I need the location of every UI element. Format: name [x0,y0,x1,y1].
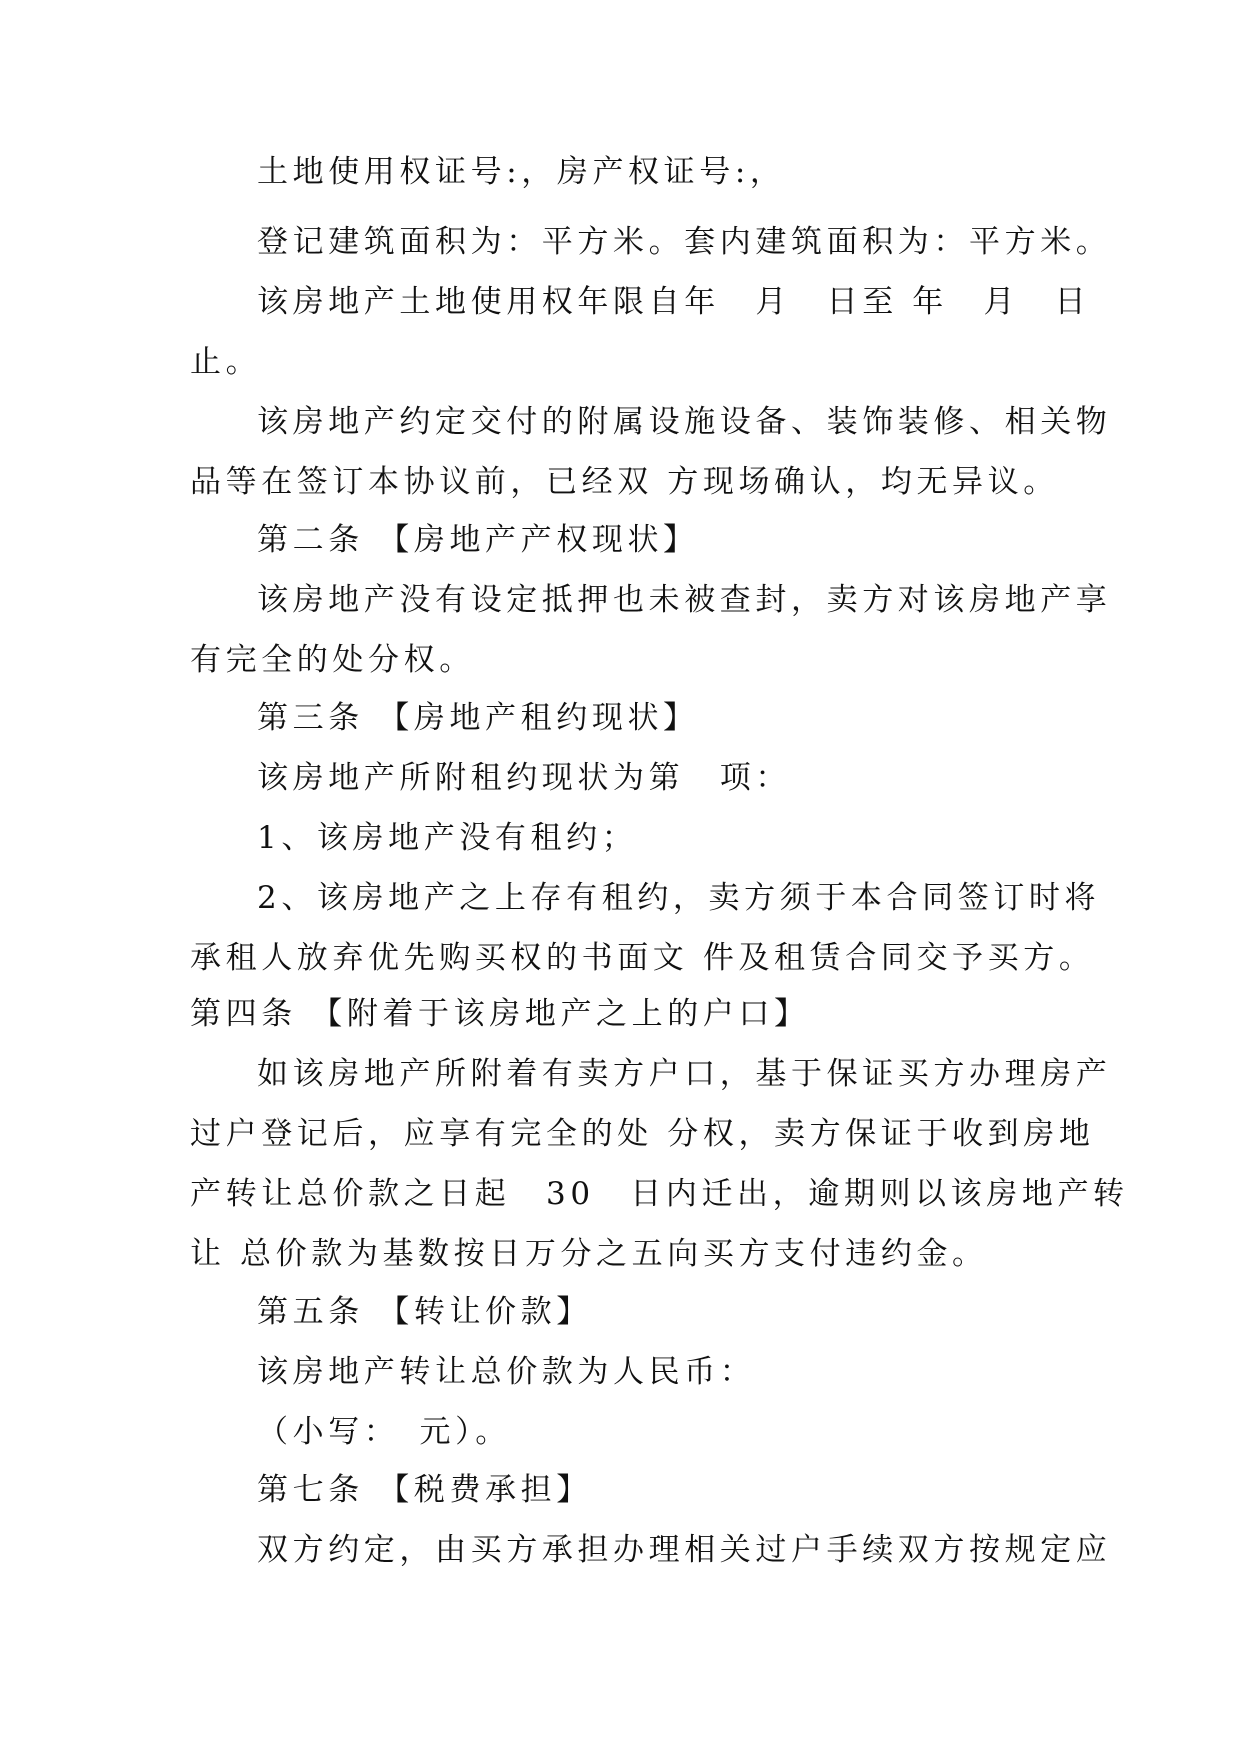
article-5-body: 该房地产转让总价款为人民币： [257,1354,756,1390]
article-3-item-2-line-1: 2、该房地产之上存有租约，卖方须于本合同签订时将 [257,880,1101,916]
article-3-heading: 第三条 【房地产租约现状】 [257,700,699,736]
land-cert-line: 土地使用权证号:，房产权证号:， [257,154,786,190]
article-4-body-2: 过户登记后，应享有完全的处 分权，卖方保证于收到房地 [190,1116,1095,1152]
article-2-body-1: 该房地产没有设定抵押也未被查封，卖方对该房地产享 [257,582,1112,618]
facilities-line-1: 该房地产约定交付的附属设施设备、装饰装修、相关物 [257,404,1112,440]
facilities-line-2: 品等在签订本协议前，已经双 方现场确认，均无异议。 [190,464,1059,500]
article-4-body-4: 让 总价款为基数按日万分之五向买方支付违约金。 [190,1236,988,1272]
article-4-body-1: 如该房地产所附着有卖方户口，基于保证买方办理房产 [257,1056,1112,1092]
article-4-heading: 第四条 【附着于该房地产之上的户口】 [190,996,810,1032]
article-2-body-2: 有完全的处分权。 [190,642,475,678]
article-3-item-2-line-2: 承租人放弃优先购买权的书面文 件及租赁合同交予买方。 [190,940,1095,976]
article-3-body: 该房地产所附租约现状为第 项： [257,760,791,796]
article-3-item-1: 1、该房地产没有租约； [257,820,638,856]
land-term-line: 该房地产土地使用权年限自年 月 日至 年 月 日 [257,284,1091,320]
article-5-amount: （小写： 元）。 [257,1414,511,1450]
area-line: 登记建筑面积为：平方米。套内建筑面积为：平方米。 [257,224,1112,260]
article-7-body: 双方约定，由买方承担办理相关过户手续双方按规定应 [257,1532,1112,1568]
article-5-heading: 第五条 【转让价款】 [257,1294,592,1330]
article-2-heading: 第二条 【房地产产权现状】 [257,522,699,558]
article-4-body-3: 产转让总价款之日起 30 日内迁出，逾期则以该房地产转 [190,1176,1129,1212]
article-7-heading: 第七条 【税费承担】 [257,1472,592,1508]
land-term-line-end: 止。 [190,344,262,380]
